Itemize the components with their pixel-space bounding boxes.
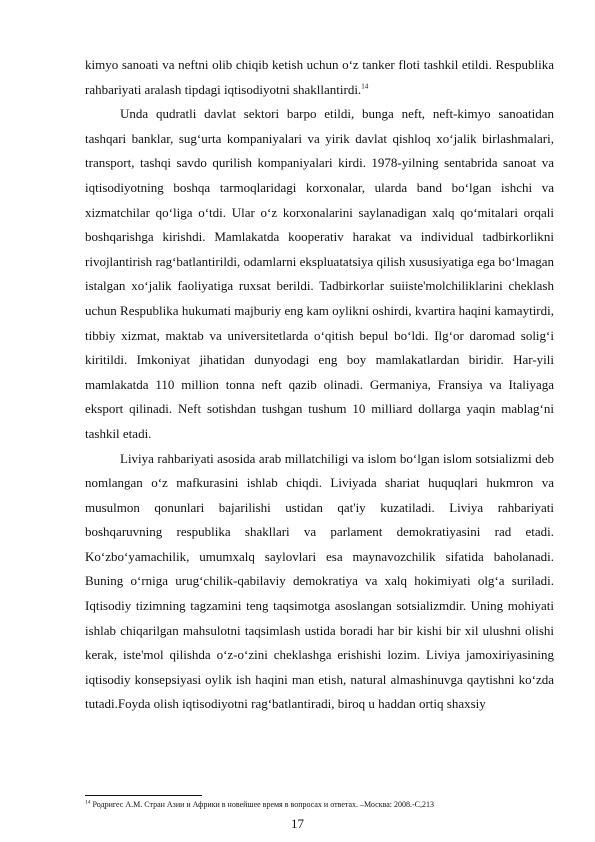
footnote-divider — [85, 795, 202, 796]
paragraph-3: Liviya rahbariyati asosida arab millatchiligi va islom bo‘lgan islom sotsializmi deb nomlangan o‘z mafkurasini ishlab chiqdi. Liviyada shariat huquqlari hukmron va musulmon qonunlari bajarilishi ustidan qat'iy kuzatiladi. Liviya rahbariyati boshqaruvning respublika shakllari va parlament demokratiyasini rad etadi. Ko‘zbo‘yamachilik, umumxalq saylovlari esa maynavozchilik sifatida baholanadi. Buning o‘rniga urug‘chilik-qabilaviy demokratiya va xalq hokimiyati olg‘a suriladi. Iqtisodiy tizimning tagzamini teng taqsimotga asoslangan sotsializmdir. Uning mohiyati ishlab chiqarilgan mahsulotni taqsimlash ustida boradi har bir kishi bir xil ulushni olishi kerak, iste'mol qilishda o‘z-o‘zini cheklashga erishishi lozim. Liviya jamoxiriyasining iqtisodiy konsepsiyasi oylik ish haqini man etish, natural almashinuvga qaytishni ko‘zda tutadi.Foyda olish iqtisodiyotni rag‘batlantiradi, biroq u haddan ortiq shaxsiy — [85, 450, 554, 712]
footnote-text: Родригес А.М. Стран Азии и Африки в новейшее время в вопросах и ответах. –Москва: 2008.-С,213 — [90, 800, 435, 809]
paragraph-1 — [85, 53, 554, 102]
paragraph-1-text: kimyo sanoati va neftni olib chiqib ketish uchun o‘z tanker floti tashkil etildi. Respublika rahbariyati aralash tipdagi iqtisodiyotni shakllantirdi. — [85, 57, 554, 97]
footnote-reference[interactable]: 14 — [361, 82, 369, 91]
paragraph-2: Unda qudratli davlat sektori barpo etildi, bunga neft, neft-kimyo sanoatidan tashqari banklar, sug‘urta kompaniyalari va yirik davlat qishloq xo‘jalik birlashmalari, transport, tashqi savdo qurilish kompaniyalari kirdi. 1978-yilning sentabrida sanoat va iqtisodiyotning boshqa tarmoqlaridagi korxonalar, ularda band bo‘lgan ishchi va xizmatchilar qo‘liga o‘tdi. Ular o‘z korxonalarini saylanadigan xalq qo‘mitalari orqali boshqarishga kirishdi. Mamlakatda kooperativ harakat va individual tadbirkorlikni rivojlantirish rag‘batlantirildi, odamlarni ekspluatatsiya qilish xususiyatiga ega bo‘lmagan istalgan xo‘jalik faoliyatiga ruxsat berildi. Tadbirkorlar suiiste'molchiliklarini cheklash uchun Respublika hukumati majburiy eng kam oylikni oshirdi, kvartira haqini kamaytirdi, tibbiy xizmat, maktab va universitetlarda o‘qitish bepul bo‘ldi. Ilg‘or daromad solig‘i kiritildi. Imkoniyat jihatidan dunyodagi eng boy mamlakatlardan biridir. Har-yili mamlakatda 110 million tonna neft qazib olinadi. Germaniya, Fransiya va Italiyaga eksport qilinadi. Neft sotishdan tushgan tushum 10 milliard dollarga yaqin mablag‘ni tashkil etadi. — [85, 106, 554, 441]
footnote-number: 14 — [85, 799, 91, 806]
page-number: 17 — [291, 816, 304, 831]
body-text — [85, 53, 554, 717]
footnote — [85, 799, 554, 810]
